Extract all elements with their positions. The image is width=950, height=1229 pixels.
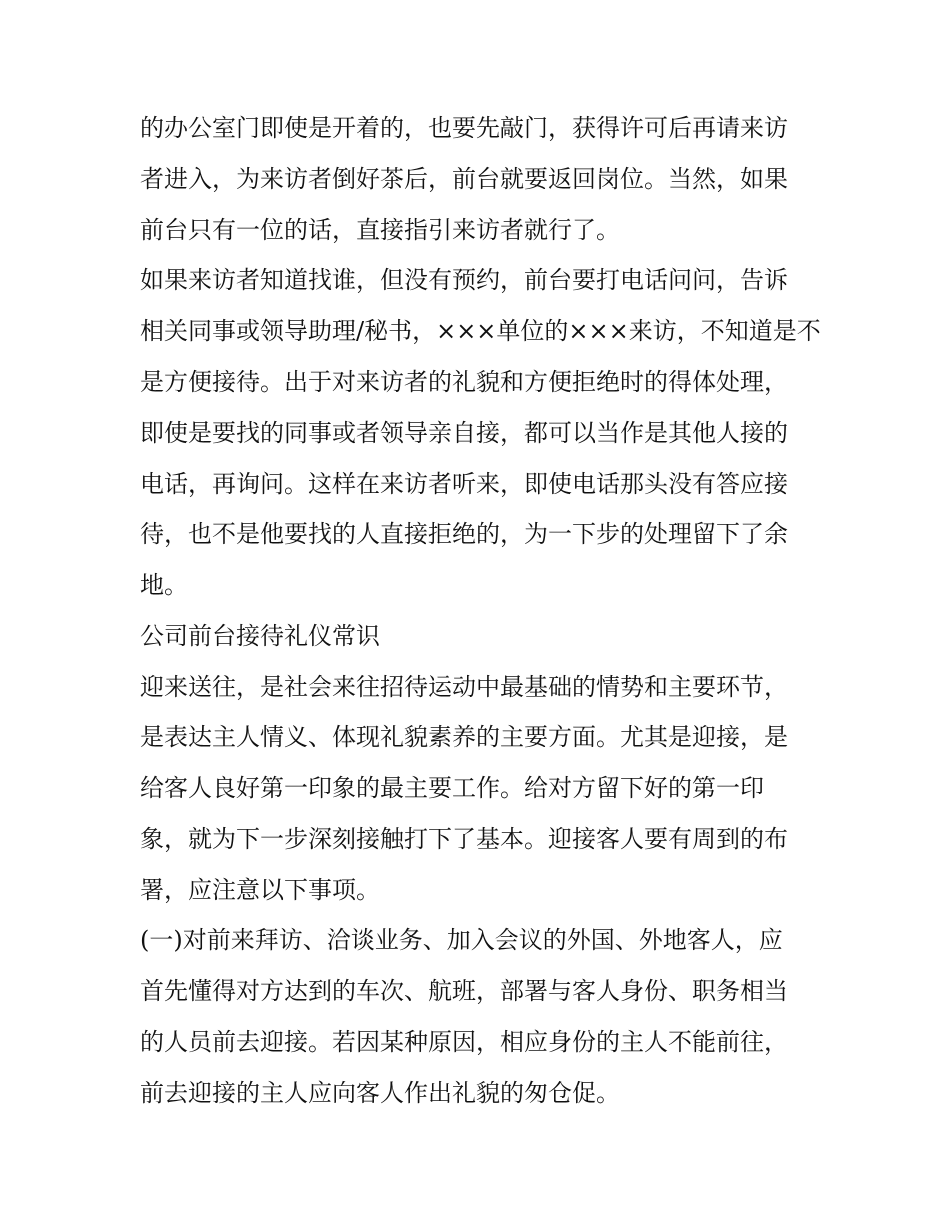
text-line: 的办公室门即使是开着的，也要先敲门，获得许可后再请来访 bbox=[140, 114, 788, 142]
text-line: 迎来送往，是社会来往招待运动中最基础的情势和主要环节， bbox=[140, 673, 788, 701]
text-line: (一)对前来拜访、洽谈业务、加入会议的外国、外地客人，应 bbox=[140, 926, 783, 954]
text-line: 象，就为下一步深刻接触打下了基本。迎接客人要有周到的布 bbox=[140, 825, 788, 853]
text-line: 待，也不是他要找的人直接拒绝的，为一下步的处理留下了余 bbox=[140, 520, 788, 548]
text-line: 署，应注意以下事项。 bbox=[140, 876, 380, 904]
text-line: 前台只有一位的话，直接指引来访者就行了。 bbox=[140, 216, 620, 244]
section-heading: 公司前台接待礼仪常识 bbox=[140, 622, 380, 650]
text-line: 地。 bbox=[140, 571, 188, 599]
text-line: 如果来访者知道找谁，但没有预约，前台要打电话问问，告诉 bbox=[140, 266, 788, 294]
text-line: 的人员前去迎接。若因某种原因，相应身份的主人不能前往， bbox=[140, 1028, 788, 1056]
text-line: 前去迎接的主人应向客人作出礼貌的匆仓促。 bbox=[140, 1079, 620, 1107]
text-line: 者进入，为来访者倒好茶后，前台就要返回岗位。当然，如果 bbox=[140, 165, 788, 193]
text-line: 首先懂得对方达到的车次、航班，部署与客人身份、职务相当 bbox=[140, 977, 788, 1005]
text-line: 是表达主人情义、体现礼貌素养的主要方面。尤其是迎接，是 bbox=[140, 723, 788, 751]
text-line: 给客人良好第一印象的最主要工作。给对方留下好的第一印 bbox=[140, 774, 764, 802]
text-line: 是方便接待。出于对来访者的礼貌和方便拒绝时的得体处理， bbox=[140, 368, 788, 396]
text-line: 即使是要找的同事或者领导亲自接，都可以当作是其他人接的 bbox=[140, 419, 788, 447]
text-line: 相关同事或领导助理/秘书，×××单位的×××来访，不知道是不 bbox=[140, 317, 821, 345]
text-line: 电话，再询问。这样在来访者听来，即使电话那头没有答应接 bbox=[140, 470, 788, 498]
